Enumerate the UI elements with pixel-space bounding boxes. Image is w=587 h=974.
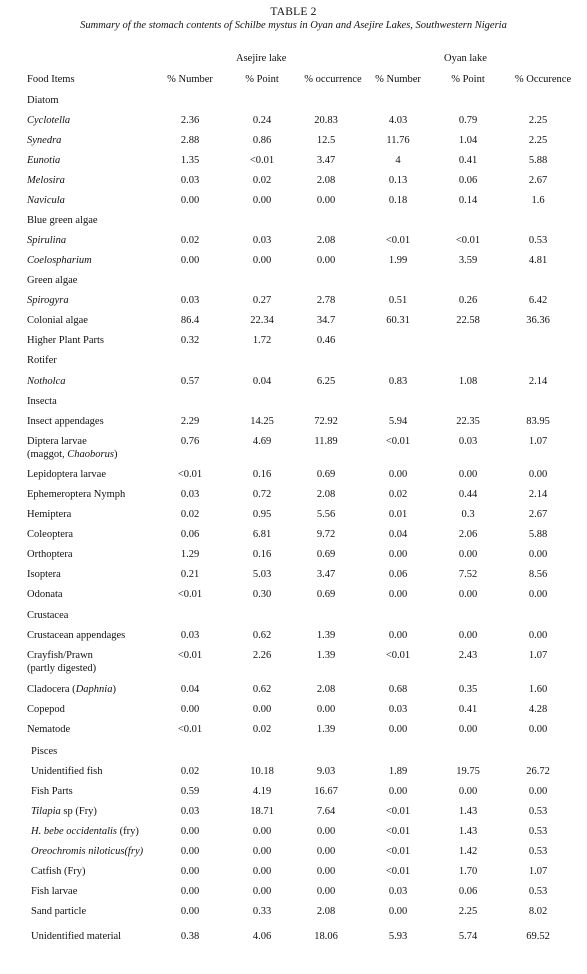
asejire-occurrence-cell: 2.08	[316, 175, 336, 186]
asejire-point-cell: 1.72	[252, 335, 272, 346]
oyan-occurrence-cell: 6.42	[528, 295, 548, 306]
oyan-point-cell: 0.41	[458, 155, 478, 166]
category-row	[0, 745, 587, 759]
oyan-point-cell: 1.70	[458, 866, 478, 877]
oyan-occurrence-cell: 0.53	[528, 846, 548, 857]
asejire-occurrence-cell: 2.78	[316, 295, 336, 306]
asejire-number-cell: 1.35	[180, 155, 200, 166]
food-item-label: Insect appendages	[27, 416, 104, 427]
oyan-point-cell: 0.44	[458, 489, 478, 500]
table-row	[0, 629, 587, 643]
category-label: Crustacea	[27, 610, 69, 621]
oyan-point-cell: 0.03	[458, 436, 478, 447]
oyan-number-cell: <0.01	[385, 436, 411, 447]
oyan-occurrence-cell: 0.00	[528, 630, 548, 641]
asejire-occurrence-cell: 0.00	[316, 866, 336, 877]
oyan-point-cell: 0.35	[458, 684, 478, 695]
oyan-point-cell: 0.00	[458, 630, 478, 641]
oyan-point-cell: 0.79	[458, 115, 478, 126]
food-item-label: Coelospharium	[27, 255, 92, 266]
asejire-point-cell: 0.03	[252, 235, 272, 246]
oyan-lake-header: Oyan lake	[444, 53, 487, 64]
food-item-label: Copepod	[27, 704, 65, 715]
oyan-occurrence-cell: 8.56	[528, 569, 548, 580]
food-item-label: Cladocera (Daphnia)	[27, 684, 116, 695]
category-row	[0, 395, 587, 409]
oyan-point-cell: 0.14	[458, 195, 478, 206]
table-row-continuation	[0, 662, 587, 676]
oyan-number-cell: 5.94	[388, 416, 408, 427]
asejire-point-cell: 0.86	[252, 135, 272, 146]
oyan-point-cell: 1.43	[458, 826, 478, 837]
oyan-point-cell: 0.3	[461, 509, 475, 520]
oyan-occurrence-cell: 26.72	[526, 766, 550, 777]
asejire-occurrence-cell: 0.00	[316, 826, 336, 837]
oyan-number-cell: 0.00	[388, 786, 408, 797]
food-item-label: Sand particle	[31, 906, 87, 917]
oyan-number-cell: 0.00	[388, 589, 408, 600]
asejire-occurrence-cell: 1.39	[316, 724, 336, 735]
food-item-label: Crustacean appendages	[27, 630, 126, 641]
oyan-occurrence-cell: 0.00	[528, 549, 548, 560]
col-oyan-occurrence: % Occurence	[514, 74, 572, 85]
category-row	[0, 609, 587, 623]
oyan-occurrence-cell: 2.67	[528, 175, 548, 186]
oyan-point-cell: 0.00	[458, 469, 478, 480]
oyan-occurrence-cell: 0.53	[528, 235, 548, 246]
col-asejire-point: % Point	[245, 74, 279, 85]
oyan-occurrence-cell: 1.07	[528, 650, 548, 661]
table-row	[0, 930, 587, 944]
asejire-occurrence-cell: 0.69	[316, 549, 336, 560]
food-item-label: Catfish (Fry)	[31, 866, 86, 877]
asejire-occurrence-cell: 72.92	[314, 416, 338, 427]
category-label: Pisces	[31, 746, 58, 757]
asejire-point-cell: 0.33	[252, 906, 272, 917]
oyan-occurrence-cell: 2.14	[528, 489, 548, 500]
asejire-point-cell: 0.00	[252, 826, 272, 837]
oyan-number-cell: 0.51	[388, 295, 408, 306]
asejire-occurrence-cell: 9.03	[316, 766, 336, 777]
table-row	[0, 703, 587, 717]
food-item-label: Unidentified material	[31, 931, 122, 942]
food-item-label: Colonial algae	[27, 315, 88, 326]
asejire-occurrence-cell: 16.67	[314, 786, 338, 797]
asejire-occurrence-cell: 0.00	[316, 886, 336, 897]
asejire-occurrence-cell: 0.69	[316, 469, 336, 480]
table-row	[0, 683, 587, 697]
table-row	[0, 508, 587, 522]
asejire-point-cell: 0.00	[252, 866, 272, 877]
table-row	[0, 114, 587, 128]
oyan-occurrence-cell: 5.88	[528, 155, 548, 166]
oyan-occurrence-cell: 1.60	[528, 684, 548, 695]
oyan-occurrence-cell: 0.00	[528, 469, 548, 480]
food-item-label: Synedra	[27, 135, 62, 146]
asejire-number-cell: <0.01	[177, 469, 203, 480]
oyan-point-cell: 7.52	[458, 569, 478, 580]
table-row	[0, 568, 587, 582]
asejire-number-cell: 0.02	[180, 766, 200, 777]
table-row	[0, 649, 587, 663]
oyan-number-cell: <0.01	[385, 235, 411, 246]
col-asejire-number: % Number	[167, 74, 213, 85]
oyan-occurrence-cell: 1.07	[528, 436, 548, 447]
food-item-label: Isoptera	[27, 569, 61, 580]
oyan-occurrence-cell: 4.81	[528, 255, 548, 266]
asejire-point-cell: 0.95	[252, 509, 272, 520]
asejire-number-cell: 0.00	[180, 846, 200, 857]
food-item-label: Spirogyra	[27, 295, 69, 306]
food-item-label: Lepidoptera larvae	[27, 469, 106, 480]
asejire-number-cell: 0.03	[180, 630, 200, 641]
col-oyan-point: % Point	[451, 74, 485, 85]
asejire-lake-header: Asejire lake	[236, 53, 287, 64]
table-row	[0, 174, 587, 188]
oyan-number-cell: 0.00	[388, 469, 408, 480]
asejire-point-cell: 4.69	[252, 436, 272, 447]
food-item-label: Odonata	[27, 589, 63, 600]
oyan-number-cell: 0.68	[388, 684, 408, 695]
oyan-occurrence-cell: 8.02	[528, 906, 548, 917]
table-row	[0, 845, 587, 859]
oyan-point-cell: 0.26	[458, 295, 478, 306]
asejire-number-cell: 0.03	[180, 806, 200, 817]
oyan-point-cell: 1.04	[458, 135, 478, 146]
asejire-point-cell: 0.72	[252, 489, 272, 500]
asejire-point-cell: 0.24	[252, 115, 272, 126]
food-item-label: Hemiptera	[27, 509, 72, 520]
category-label: Blue green algae	[27, 215, 98, 226]
food-item-label: Fish larvae	[31, 886, 78, 897]
table-row	[0, 885, 587, 899]
asejire-occurrence-cell: 0.00	[316, 255, 336, 266]
asejire-occurrence-cell: 12.5	[316, 135, 336, 146]
oyan-number-cell: 0.13	[388, 175, 408, 186]
oyan-number-cell: <0.01	[385, 866, 411, 877]
oyan-number-cell: 5.93	[388, 931, 408, 942]
asejire-number-cell: <0.01	[177, 724, 203, 735]
oyan-point-cell: 0.00	[458, 786, 478, 797]
food-item-label: Nematode	[27, 724, 71, 735]
asejire-occurrence-cell: 0.00	[316, 195, 336, 206]
asejire-number-cell: <0.01	[177, 650, 203, 661]
table-row	[0, 435, 587, 449]
col-asejire-occurrence: % occurrence	[304, 74, 362, 85]
oyan-occurrence-cell: 2.67	[528, 509, 548, 520]
asejire-point-cell: 0.00	[252, 846, 272, 857]
oyan-number-cell: 1.99	[388, 255, 408, 266]
table-row	[0, 134, 587, 148]
oyan-occurrence-cell: 4.28	[528, 704, 548, 715]
asejire-point-cell: 0.00	[252, 886, 272, 897]
oyan-occurrence-cell: 0.00	[528, 589, 548, 600]
oyan-point-cell: 1.43	[458, 806, 478, 817]
table-row	[0, 294, 587, 308]
asejire-number-cell: 0.00	[180, 886, 200, 897]
food-item-label: Orthoptera	[27, 549, 73, 560]
asejire-occurrence-cell: 18.06	[314, 931, 338, 942]
food-item-label: Crayfish/Prawn	[27, 650, 93, 661]
asejire-point-cell: 4.06	[252, 931, 272, 942]
asejire-point-cell: 0.04	[252, 376, 272, 387]
asejire-number-cell: 0.00	[180, 704, 200, 715]
oyan-number-cell: 1.89	[388, 766, 408, 777]
food-item-label: Eunotia	[27, 155, 61, 166]
oyan-occurrence-cell: 1.07	[528, 866, 548, 877]
food-item-label: H. bebe occidentalis (fry)	[31, 826, 139, 837]
oyan-number-cell: 0.03	[388, 886, 408, 897]
asejire-number-cell: 2.29	[180, 416, 200, 427]
asejire-occurrence-cell: 9.72	[316, 529, 336, 540]
category-row	[0, 214, 587, 228]
asejire-point-cell: <0.01	[249, 155, 275, 166]
oyan-point-cell: 19.75	[456, 766, 480, 777]
asejire-number-cell: 86.4	[180, 315, 200, 326]
asejire-occurrence-cell: 3.47	[316, 569, 336, 580]
asejire-point-cell: 5.03	[252, 569, 272, 580]
asejire-point-cell: 0.16	[252, 469, 272, 480]
asejire-number-cell: 0.00	[180, 195, 200, 206]
col-oyan-number: % Number	[375, 74, 421, 85]
asejire-point-cell: 2.26	[252, 650, 272, 661]
asejire-occurrence-cell: 6.25	[316, 376, 336, 387]
asejire-point-cell: 0.00	[252, 704, 272, 715]
asejire-point-cell: 6.81	[252, 529, 272, 540]
table-row	[0, 468, 587, 482]
category-label: Insecta	[27, 396, 57, 407]
oyan-occurrence-cell: 1.6	[531, 195, 545, 206]
oyan-number-cell: <0.01	[385, 846, 411, 857]
table-row-continuation	[0, 448, 587, 462]
asejire-number-cell: 0.02	[180, 235, 200, 246]
oyan-point-cell: 2.25	[458, 906, 478, 917]
col-food-items: Food Items	[27, 74, 75, 85]
oyan-number-cell: 0.03	[388, 704, 408, 715]
asejire-point-cell: 22.34	[250, 315, 274, 326]
oyan-point-cell: 3.59	[458, 255, 478, 266]
oyan-occurrence-cell: 0.00	[528, 724, 548, 735]
oyan-number-cell: 0.00	[388, 630, 408, 641]
table-title: TABLE 2	[270, 6, 317, 18]
category-row	[0, 274, 587, 288]
oyan-point-cell: 2.43	[458, 650, 478, 661]
asejire-occurrence-cell: 1.39	[316, 630, 336, 641]
oyan-point-cell: <0.01	[455, 235, 481, 246]
oyan-occurrence-cell: 0.00	[528, 786, 548, 797]
oyan-point-cell: 0.06	[458, 175, 478, 186]
asejire-number-cell: 0.04	[180, 684, 200, 695]
oyan-point-cell: 22.58	[456, 315, 480, 326]
food-item-label: Fish Parts	[31, 786, 73, 797]
asejire-number-cell: 0.00	[180, 826, 200, 837]
oyan-number-cell: <0.01	[385, 826, 411, 837]
oyan-number-cell: 60.31	[386, 315, 410, 326]
oyan-number-cell: <0.01	[385, 806, 411, 817]
oyan-occurrence-cell: 2.14	[528, 376, 548, 387]
category-label: Diatom	[27, 95, 59, 106]
asejire-occurrence-cell: 2.08	[316, 906, 336, 917]
asejire-point-cell: 0.00	[252, 255, 272, 266]
asejire-occurrence-cell: 34.7	[316, 315, 336, 326]
asejire-number-cell: 1.29	[180, 549, 200, 560]
oyan-point-cell: 22.35	[456, 416, 480, 427]
asejire-point-cell: 0.62	[252, 630, 272, 641]
asejire-point-cell: 0.30	[252, 589, 272, 600]
food-item-label: Cyclotella	[27, 115, 71, 126]
asejire-point-cell: 0.27	[252, 295, 272, 306]
oyan-occurrence-cell: 69.52	[526, 931, 550, 942]
food-item-label: Navicula	[27, 195, 65, 206]
oyan-occurrence-cell: 5.88	[528, 529, 548, 540]
food-item-label: Oreochromis niloticus(fry)	[31, 846, 144, 857]
asejire-number-cell: 0.00	[180, 866, 200, 877]
table-row	[0, 548, 587, 562]
table-row	[0, 865, 587, 879]
category-label: Rotifer	[27, 355, 57, 366]
table-row	[0, 254, 587, 268]
asejire-number-cell: 0.03	[180, 295, 200, 306]
oyan-number-cell: 0.83	[388, 376, 408, 387]
asejire-number-cell: 0.76	[180, 436, 200, 447]
oyan-point-cell: 0.41	[458, 704, 478, 715]
oyan-occurrence-cell: 0.53	[528, 826, 548, 837]
oyan-point-cell: 0.00	[458, 724, 478, 735]
food-item-label: Diptera larvae	[27, 436, 87, 447]
asejire-occurrence-cell: 1.39	[316, 650, 336, 661]
oyan-number-cell: 0.02	[388, 489, 408, 500]
asejire-number-cell: 0.57	[180, 376, 200, 387]
asejire-occurrence-cell: 7.64	[316, 806, 336, 817]
table-row	[0, 234, 587, 248]
table-row	[0, 334, 587, 348]
food-item-label: Melosira	[27, 175, 65, 186]
oyan-point-cell: 1.08	[458, 376, 478, 387]
asejire-number-cell: 0.21	[180, 569, 200, 580]
asejire-number-cell: 0.03	[180, 175, 200, 186]
column-header-row	[0, 73, 587, 87]
asejire-occurrence-cell: 2.08	[316, 235, 336, 246]
asejire-occurrence-cell: 20.83	[314, 115, 338, 126]
asejire-point-cell: 18.71	[250, 806, 274, 817]
asejire-point-cell: 0.02	[252, 175, 272, 186]
asejire-number-cell: <0.01	[177, 589, 203, 600]
table-row	[0, 825, 587, 839]
asejire-occurrence-cell: 2.08	[316, 489, 336, 500]
oyan-number-cell: 4.03	[388, 115, 408, 126]
food-item-label: Coleoptera	[27, 529, 74, 540]
oyan-number-cell: 0.04	[388, 529, 408, 540]
asejire-point-cell: 0.16	[252, 549, 272, 560]
table-row	[0, 488, 587, 502]
table-row	[0, 415, 587, 429]
oyan-point-cell: 0.00	[458, 549, 478, 560]
food-item-label: Ephemeroptera Nymph	[27, 489, 126, 500]
food-item-label-line2: (partly digested)	[27, 663, 97, 674]
asejire-occurrence-cell: 0.46	[316, 335, 336, 346]
asejire-occurrence-cell: 0.69	[316, 589, 336, 600]
oyan-number-cell: 0.06	[388, 569, 408, 580]
table-row	[0, 588, 587, 602]
table-row	[0, 154, 587, 168]
asejire-point-cell: 0.00	[252, 195, 272, 206]
oyan-occurrence-cell: 2.25	[528, 115, 548, 126]
oyan-point-cell: 1.42	[458, 846, 478, 857]
oyan-number-cell: 11.76	[386, 135, 410, 146]
food-item-label: Spirulina	[27, 235, 67, 246]
table-row	[0, 314, 587, 328]
oyan-number-cell: 0.01	[388, 509, 408, 520]
asejire-number-cell: 2.88	[180, 135, 200, 146]
asejire-occurrence-cell: 3.47	[316, 155, 336, 166]
food-item-label: Notholca	[27, 376, 66, 387]
asejire-occurrence-cell: 5.56	[316, 509, 336, 520]
asejire-number-cell: 0.00	[180, 255, 200, 266]
asejire-occurrence-cell: 0.00	[316, 846, 336, 857]
category-label: Green algae	[27, 275, 78, 286]
table-row	[0, 765, 587, 779]
asejire-occurrence-cell: 0.00	[316, 704, 336, 715]
asejire-number-cell: 0.00	[180, 906, 200, 917]
asejire-occurrence-cell: 11.89	[314, 436, 338, 447]
oyan-number-cell: <0.01	[385, 650, 411, 661]
table-row	[0, 194, 587, 208]
oyan-occurrence-cell: 2.25	[528, 135, 548, 146]
oyan-occurrence-cell: 0.53	[528, 806, 548, 817]
oyan-number-cell: 0.00	[388, 549, 408, 560]
oyan-number-cell: 4	[395, 155, 401, 166]
category-row	[0, 94, 587, 108]
table-row	[0, 375, 587, 389]
oyan-point-cell: 2.06	[458, 529, 478, 540]
food-item-label-line2: (maggot, Chaoborus)	[27, 449, 118, 460]
oyan-point-cell: 5.74	[458, 931, 478, 942]
asejire-point-cell: 0.62	[252, 684, 272, 695]
food-item-label: Higher Plant Parts	[27, 335, 104, 346]
asejire-number-cell: 0.32	[180, 335, 200, 346]
oyan-point-cell: 0.00	[458, 589, 478, 600]
table-row	[0, 905, 587, 919]
oyan-number-cell: 0.00	[388, 906, 408, 917]
oyan-point-cell: 0.06	[458, 886, 478, 897]
asejire-occurrence-cell: 2.08	[316, 684, 336, 695]
asejire-number-cell: 2.36	[180, 115, 200, 126]
asejire-point-cell: 4.19	[252, 786, 272, 797]
oyan-occurrence-cell: 0.53	[528, 886, 548, 897]
asejire-point-cell: 10.18	[250, 766, 274, 777]
table-row	[0, 528, 587, 542]
table-row	[0, 805, 587, 819]
oyan-number-cell: 0.00	[388, 724, 408, 735]
asejire-point-cell: 14.25	[250, 416, 274, 427]
oyan-number-cell: 0.18	[388, 195, 408, 206]
asejire-number-cell: 0.38	[180, 931, 200, 942]
asejire-number-cell: 0.02	[180, 509, 200, 520]
asejire-number-cell: 0.03	[180, 489, 200, 500]
table-row	[0, 723, 587, 737]
table-subtitle: Summary of the stomach contents of Schilbe mystus in Oyan and Asejire Lakes, Southwestern Nigeria	[80, 20, 507, 31]
oyan-occurrence-cell: 36.36	[526, 315, 550, 326]
asejire-point-cell: 0.02	[252, 724, 272, 735]
food-item-label: Tilapia sp (Fry)	[31, 806, 97, 817]
oyan-occurrence-cell: 83.95	[526, 416, 550, 427]
table-row	[0, 785, 587, 799]
asejire-number-cell: 0.06	[180, 529, 200, 540]
category-row	[0, 354, 587, 368]
food-item-label: Unidentified fish	[31, 766, 103, 777]
asejire-number-cell: 0.59	[180, 786, 200, 797]
